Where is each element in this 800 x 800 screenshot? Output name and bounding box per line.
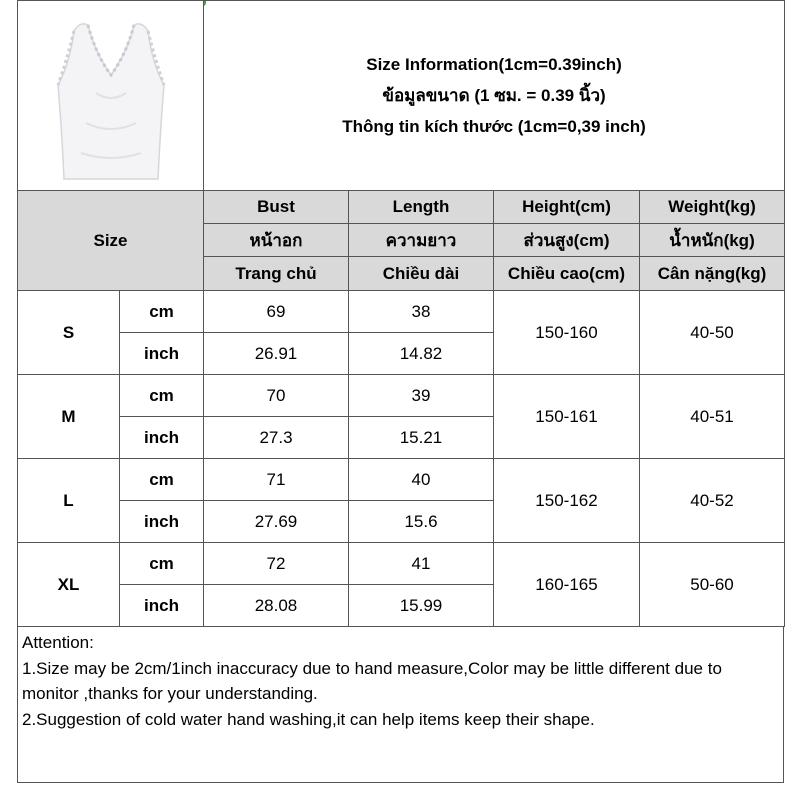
product-photo-cell	[18, 1, 204, 191]
unit-cm: cm	[120, 543, 204, 585]
height-range: 150-161	[494, 375, 640, 459]
unit-inch: inch	[120, 585, 204, 627]
header-length-en: Length	[349, 191, 494, 224]
header-weight-th: น้ำหนัก(kg)	[640, 224, 785, 257]
table-row	[18, 291, 785, 333]
size-chart-table	[17, 0, 785, 627]
bust-inch-value: 27.3	[204, 417, 349, 459]
height-range: 150-162	[494, 459, 640, 543]
size-label-xl: XL	[18, 543, 120, 627]
header-weight-en: Weight(kg)	[640, 191, 785, 224]
white-lace-vest-top-image	[36, 3, 186, 188]
header-length-th: ความยาว	[349, 224, 494, 257]
weight-range: 50-60	[640, 543, 785, 627]
header-bust-vi: Trang chủ	[204, 257, 349, 291]
weight-range: 40-50	[640, 291, 785, 375]
length-cm-value: 38	[349, 291, 494, 333]
weight-range: 40-52	[640, 459, 785, 543]
size-column-header: Size	[18, 191, 204, 291]
unit-cm: cm	[120, 459, 204, 501]
bust-inch-value: 28.08	[204, 585, 349, 627]
length-inch-value: 15.99	[349, 585, 494, 627]
length-cm-value: 41	[349, 543, 494, 585]
unit-cm: cm	[120, 291, 204, 333]
attention-note-2: 2.Suggestion of cold water hand washing,it can help items keep their shape.	[22, 709, 595, 729]
table-row	[18, 543, 785, 585]
header-height-vi: Chiều cao(cm)	[494, 257, 640, 291]
size-label-l: L	[18, 459, 120, 543]
title-vietnamese: Thông tin kích thước (1cm=0,39 inch)	[342, 117, 646, 136]
weight-range: 40-51	[640, 375, 785, 459]
size-information-title	[204, 1, 785, 191]
header-height-en: Height(cm)	[494, 191, 640, 224]
bust-cm-value: 72	[204, 543, 349, 585]
table-row	[18, 459, 785, 501]
attention-heading: Attention:	[22, 633, 94, 652]
size-label-s: S	[18, 291, 120, 375]
attention-notes	[17, 627, 784, 783]
bust-cm-value: 70	[204, 375, 349, 417]
height-range: 150-160	[494, 291, 640, 375]
size-label-m: M	[18, 375, 120, 459]
length-cm-value: 39	[349, 375, 494, 417]
title-thai: ข้อมูลขนาด (1 ซม. = 0.39 นิ้ว)	[382, 86, 606, 105]
height-range: 160-165	[494, 543, 640, 627]
table-row	[18, 375, 785, 417]
bust-inch-value: 27.69	[204, 501, 349, 543]
unit-cm: cm	[120, 375, 204, 417]
header-bust-th: หน้าอก	[204, 224, 349, 257]
header-weight-vi: Cân nặng(kg)	[640, 257, 785, 291]
length-cm-value: 40	[349, 459, 494, 501]
bust-cm-value: 69	[204, 291, 349, 333]
attention-note-1: 1.Size may be 2cm/1inch inaccuracy due to hand measure,Color may be little different due to monitor ,thanks for your understanding.	[22, 658, 722, 703]
length-inch-value: 14.82	[349, 333, 494, 375]
bust-inch-value: 26.91	[204, 333, 349, 375]
header-length-vi: Chiều dài	[349, 257, 494, 291]
header-height-th: ส่วนสูง(cm)	[494, 224, 640, 257]
unit-inch: inch	[120, 333, 204, 375]
bust-cm-value: 71	[204, 459, 349, 501]
header-bust-en: Bust	[204, 191, 349, 224]
title-english: Size Information(1cm=0.39inch)	[366, 55, 622, 74]
unit-inch: inch	[120, 501, 204, 543]
length-inch-value: 15.21	[349, 417, 494, 459]
unit-inch: inch	[120, 417, 204, 459]
length-inch-value: 15.6	[349, 501, 494, 543]
